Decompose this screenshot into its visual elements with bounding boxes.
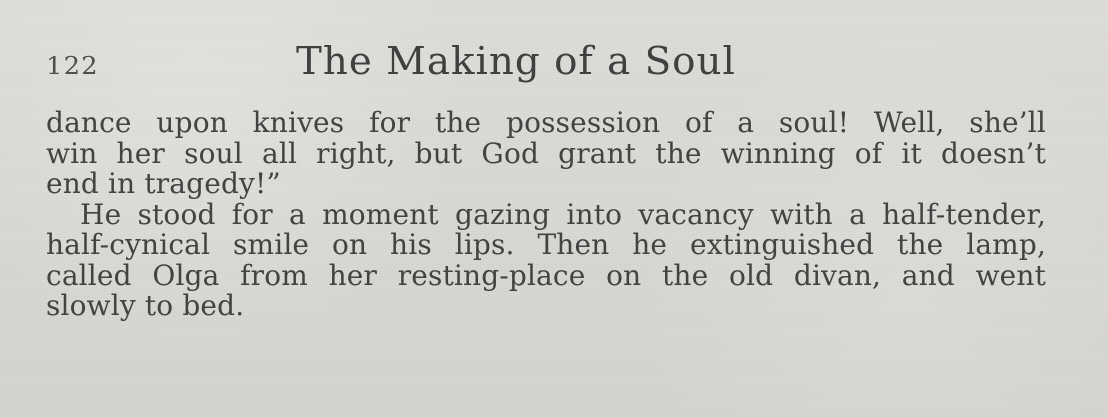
page-title: The Making of a Soul bbox=[296, 39, 736, 83]
paragraph-2-line-3: called Olga from her resting-place on the old divan, and went bbox=[46, 258, 1046, 292]
paragraph-1 bbox=[46, 108, 1046, 200]
paragraph-2-line-2: half-cynical smile on his lips. Then he extinguished the lamp, bbox=[46, 228, 1046, 261]
paragraph-2-line-4: slowly to bed. bbox=[46, 289, 245, 322]
page-number: 122 bbox=[46, 52, 99, 80]
paragraph-1-line-2: win her soul all right, but God grant the winning of it doesn’t bbox=[46, 136, 1046, 170]
paragraph-1-line-1: dance upon knives for the possession of a soul! Well, she’ll bbox=[46, 106, 1046, 139]
paragraph-2-line-1: He stood for a moment gazing into vacancy with a half-tender, bbox=[80, 197, 1046, 231]
paragraph-2 bbox=[46, 197, 1046, 322]
page-body bbox=[46, 108, 1046, 322]
paragraph-1-line-3: end in tragedy!” bbox=[46, 167, 281, 200]
